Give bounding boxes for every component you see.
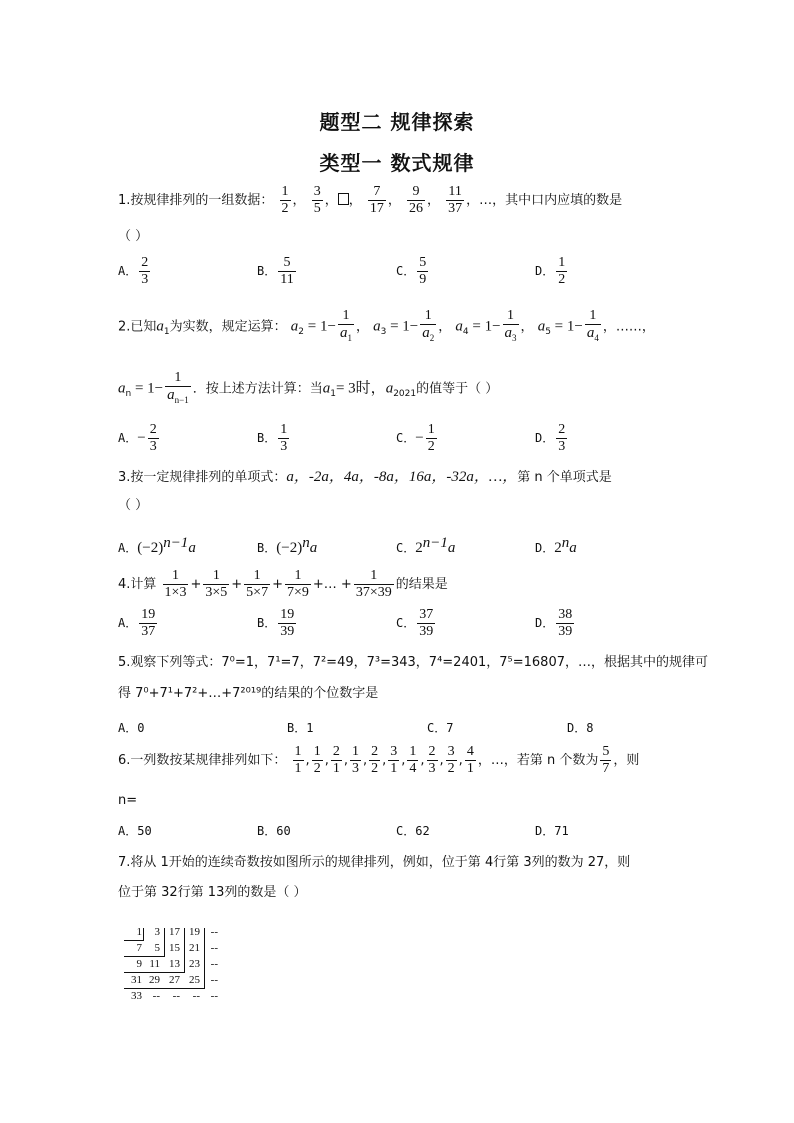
q3-option-a[interactable]: A．$(-2)^{n-1}a$ xyxy=(118,535,196,556)
q3-option-d[interactable]: D．2$^n$a xyxy=(535,535,577,556)
grid-cell: 15 xyxy=(169,942,180,954)
fraction: $\frac{1}{2}$ xyxy=(281,184,289,216)
grid-cell: 29 xyxy=(149,974,160,986)
q3-option-c[interactable]: C．$2^{n-1}a$ xyxy=(396,535,456,556)
q2-option-a[interactable]: A．− $\frac{2}{3}$ xyxy=(118,422,157,454)
grid-cell: 3 xyxy=(154,926,160,938)
grid-cell: 7 xyxy=(136,942,142,954)
grid-cell: 19 xyxy=(189,926,200,938)
question-5-line-2: 得 7⁰+7¹+7²+…+7²⁰¹⁹的结果的个位数字是 xyxy=(118,686,379,701)
q6-option-d[interactable]: D．71 xyxy=(535,824,569,838)
q1-option-c[interactable]: C． $\frac{5}{9}$ xyxy=(396,255,427,287)
question-6-stem: 6.一列数按某规律排列如下： $\frac{1}{1}$ , $\frac{1}{2}$ , $\frac{2}{1}$ , $\frac{1}{3}$ , $\frac{2}{2}$ , $\frac{3}{1}$ , $\frac{1}{4}$ , $\frac{2}{3}$ , $\frac{3}{2}$ , $\frac{4}{1}$ ，…，若第 n 个数为 $\frac{5}{7}$ ，则 xyxy=(118,744,640,776)
grid-cell: 9 xyxy=(136,958,142,970)
q5-option-b[interactable]: B．1 xyxy=(287,721,314,735)
fraction: $\frac{11}{37}$ xyxy=(448,184,463,216)
q1-option-d[interactable]: D． $\frac{1}{2}$ xyxy=(535,255,566,287)
main-title: 题型二 规律探索 xyxy=(319,110,475,134)
q6-option-a[interactable]: A．50 xyxy=(118,824,152,838)
q2-option-d[interactable]: D． $\frac{2}{3}$ xyxy=(535,422,566,454)
q5-option-d[interactable]: D．8 xyxy=(567,721,594,735)
grid-cell: -- xyxy=(192,990,200,1002)
grid-cell: 17 xyxy=(169,926,180,938)
fraction: $\frac{3}{5}$ xyxy=(313,184,321,216)
grid-cell: 5 xyxy=(154,942,160,954)
q1-option-a[interactable]: A． $\frac{2}{3}$ xyxy=(118,255,149,287)
question-2-line-1: 2.已知$a_1$为实数，规定运算： $a_2 = 1-$ $\frac{1}{a_1}$ ， $a_3 = 1-$ $\frac{1}{a_2}$ ， $a_4 = 1-$ $\frac{1}{a_3}$ ， $a_5 = 1-$ $\frac{1}{a_4}$ ，……， xyxy=(118,308,655,343)
fraction: $\frac{9}{26}$ xyxy=(408,184,423,216)
grid-cell: -- xyxy=(172,990,180,1002)
q4-option-b[interactable]: B． $\frac{19}{39}$ xyxy=(257,607,295,639)
grid-cell: 11 xyxy=(149,958,160,970)
question-1-paren: （ ） xyxy=(118,229,149,244)
question-3-paren: （ ） xyxy=(118,498,149,513)
q2-option-c[interactable]: C．− $\frac{1}{2}$ xyxy=(396,422,435,454)
q6-option-b[interactable]: B．60 xyxy=(257,824,291,838)
q4-option-d[interactable]: D． $\frac{38}{39}$ xyxy=(535,607,573,639)
grid-cell: 25 xyxy=(189,974,200,986)
grid-cell: 13 xyxy=(169,958,180,970)
q3-option-b[interactable]: B．$(-2)^na$ xyxy=(257,535,318,556)
grid-cell: -- xyxy=(210,926,218,938)
grid-cell: -- xyxy=(210,942,218,954)
grid-cell: -- xyxy=(210,990,218,1002)
fraction: $\frac{7}{17}$ xyxy=(369,184,384,216)
question-5-line-1: 5.观察下列等式：7⁰=1，7¹=7，7²=49，7³=343，7⁴=2401，7⁵=16807，…，根据其中的规律可 xyxy=(118,655,708,670)
grid-cell: 21 xyxy=(189,942,200,954)
question-7-line-1: 7.将从 1开始的连续奇数按如图所示的规律排列，例如，位于第 4行第 3列的数为 27，则 xyxy=(118,855,631,870)
grid-cell: -- xyxy=(210,974,218,986)
grid-cell: 23 xyxy=(189,958,200,970)
question-6-line-2: n= xyxy=(118,793,138,808)
question-2-line-2: $a_n = 1-$ $\frac{1}{a_{n-1}}$ ．按上述方法计算：当$a_1= 3$时，$a_{2021}$的值等于（ ） xyxy=(118,370,499,405)
q1-option-b[interactable]: B． $\frac{5}{11}$ xyxy=(257,255,294,287)
q5-option-c[interactable]: C．7 xyxy=(427,721,454,735)
grid-cell: -- xyxy=(152,990,160,1002)
q5-option-a[interactable]: A．0 xyxy=(118,721,145,735)
q6-option-c[interactable]: C．62 xyxy=(396,824,430,838)
grid-cell: 33 xyxy=(131,990,142,1002)
question-4-stem: 4.计算 $\frac{1}{1\times 3}$ + $\frac{1}{3\times 5}$ + $\frac{1}{5\times 7}$ + $\frac{1}{7\times 9}$ +… + $\frac{1}{37\times 39}$ 的结果是 xyxy=(118,568,448,600)
question-1-stem: 1.按规律排列的一组数据： $\frac{1}{2}$ ， $\frac{3}{5}$ ， ， $\frac{7}{17}$ ， $\frac{9}{26}$ ， $\frac{11}{37}$ ，…，其中口内应填的数是 xyxy=(118,184,623,216)
grid-cell: 31 xyxy=(131,974,142,986)
blank-box-icon xyxy=(338,193,349,205)
grid-cell: -- xyxy=(210,958,218,970)
question-7-line-2: 位于第 32行第 13列的数是（ ） xyxy=(118,885,307,900)
q2-option-b[interactable]: B． $\frac{1}{3}$ xyxy=(257,422,288,454)
grid-cell: 27 xyxy=(169,974,180,986)
q4-option-c[interactable]: C． $\frac{37}{39}$ xyxy=(396,607,434,639)
grid-cell: 1 xyxy=(136,926,142,938)
sub-title: 类型一 数式规律 xyxy=(319,151,475,175)
q4-option-a[interactable]: A． $\frac{19}{37}$ xyxy=(118,607,156,639)
question-3-stem: 3.按一定规律排列的单项式：a，-2a，4a，-8a，16a，-32a，…，第 n 个单项式是 xyxy=(118,469,612,485)
